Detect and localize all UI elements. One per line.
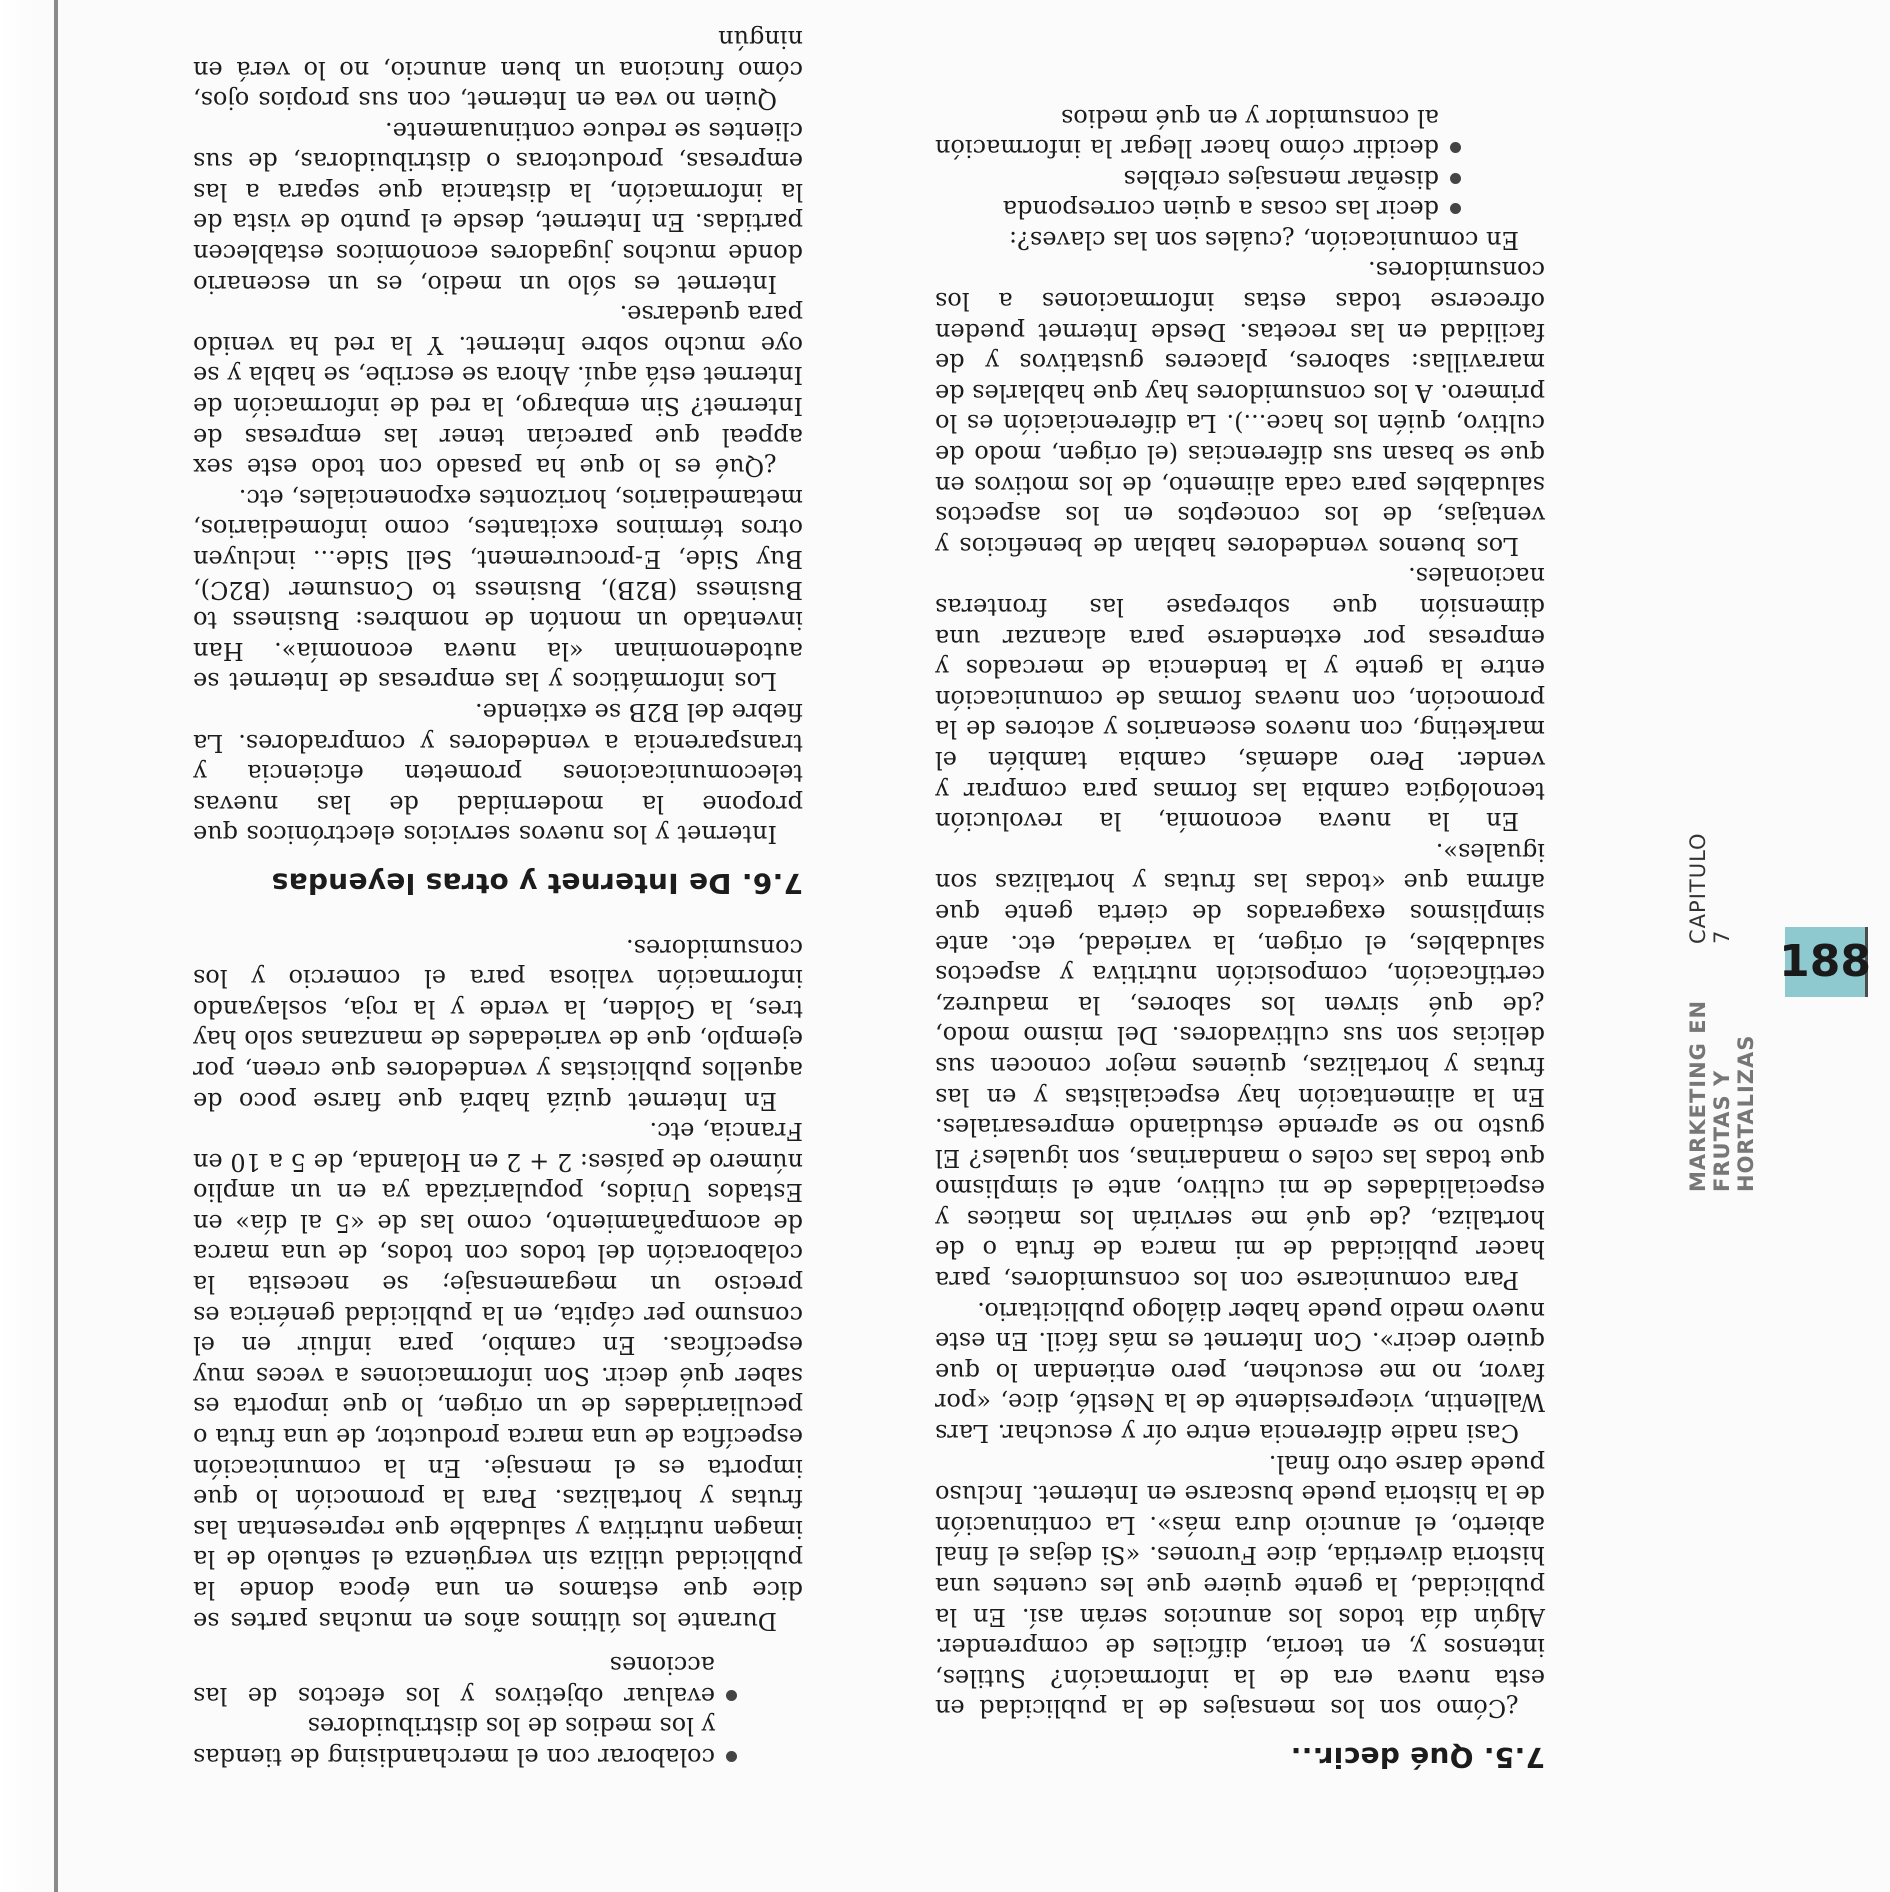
paragraph: ¿Cómo son los mensajes de la publicidad en esta nueva era de la información? Sutiles, intensos y, en teoría, difíciles de comprender. Algún día todos los anuncios serán así. En la publicidad, la gente quiere que les cuentes una historia divertida, dice Furones. «Si dejas el final abierto, el anuncio dura más». La continuación de la historia puede buscarse en Internet. Incluso puede darse otro final.	[935, 1449, 1545, 1723]
paragraph: Durante los últimos años en muchas partes se dice que estamos en una época donde la publicidad utiliza sin vergüenza el señuelo de la imagen nutritiva y saludable que representan las frutas y hortalizas. Para la promoción lo que importa es el mensaje. En la comunicación específica de una marca productor, de una fruta o peculiaridades de un origen, lo que importa es saber qué decir. Son informaciones a veces muy específicas. En cambio, para influir en el consumo per cápita, en la publicidad genérica es preciso un megamensaje; se necesita la colaboración del todos con todos, de una marca de acompañamiento, como las de «5 al día» en Estados Unidos, popularizada ya en un amplio número de países: 2 + 2 en Holanda, de 5 a 10 en Francia, etc.	[193, 1117, 803, 1635]
actions-list	[193, 1650, 741, 1772]
paragraph: Para comunicarse con los consumidores, para hacer publicidad de mi marca de fruta o de hortaliza, ¿de qué me servirán los matices y especialidades de mi cultivo, ante el simplismo que todas las coles o mandarinas, son iguales? El gusto no se aprende estudiando empresariales. En la alimentación hay especialistas y en las frutas y hortalizas, quienes mejor conocen sus delicias son sus cultivadores. Del mismo modo, ¿de qué sirven los sabores, la madurez, certificación, composición nutritiva y aspectos saludables, el origen, la variedad, etc. ante simplismos exagerados de cierta gente que afirma que «todas las frutas y hortalizas son iguales».	[935, 837, 1545, 1295]
paragraph: Internet y los nuevos servicios electrónicos que propone la modernidad de las nuevas telecomunicaciones prometen eficiencia y transparencia a vendedores y compradores. La fiebre del B2B se extiende.	[193, 698, 803, 849]
list-item: evaluar objetivos y los efectos de las acciones	[193, 1650, 741, 1711]
question-line: En comunicación, ¿cuáles son las claves?:	[1008, 225, 1519, 254]
page-binding-shadow	[0, 0, 60, 1892]
page-number: 188	[1779, 936, 1871, 988]
paragraph: Internet es sólo un medio, es un escenario donde muchos jugadores económicos establecen partidas. En Internet, desde el punto de vista de la información, la distancia que separa a las empresas, productoras o distribuidoras, de sus clientes se reduce continuamente.	[193, 116, 803, 298]
right-column	[193, 23, 803, 1772]
section-heading-7-5: 7.5. Qué decir...	[1290, 1741, 1545, 1774]
list-item: colaborar con el merchandising de tiendas y los medios de los distribuidores	[193, 1711, 741, 1772]
section-heading-7-6: 7.6. De Internet y otras leyendas	[271, 866, 803, 900]
book-title: MARKETING EN FRUTAS Y HORTALIZAS	[1686, 999, 1758, 1192]
left-column	[935, 102, 1545, 1772]
list-item: decidir cómo hacer llegar la información al consumidor y en qué medios	[935, 102, 1465, 163]
chapter-label: CAPITULO 7	[1686, 832, 1734, 944]
page-binding-line	[54, 0, 58, 1892]
paragraph: Los buenos vendedores hablan de beneficios y ventajas, de los conceptos en los aspectos saludables para cada alimento, de los motivos en que se basan sus diferencias (el origen, modo de cultivo, quién los hace...). La diferenciación es lo primero. A los consumidores hay que hablarles de maravillas: sabores, placeres gustativos y de facilidad en las recetas. Desde Internet pueden ofrecerse todas estas informaciones a los consumidores.	[935, 256, 1545, 560]
running-head	[1686, 832, 1762, 1192]
keys-list	[935, 102, 1465, 224]
paragraph: Casi nadie diferencia entre oír y escuchar. Lars Wallentin, vicepresidente de la Nestlé, dice, «por favor, no me escuchen, pero entiendan lo que quiero decir». Con Internet es más fácil. En este nuevo medio puede haber diálogo publicitario.	[935, 1296, 1545, 1448]
paragraph: En la nueva economía, la revolución tecnológica cambia las formas para comprar y vender. Pero además, cambia también el marketing, con nuevos escenarios y actores de la promoción, con nuevas formas de comunicación entre la gente y la tendencia de mercados y empresas por extenderse para alcanzar una dimensión que sobrepase las fronteras nacionales.	[935, 562, 1545, 836]
page-number-tab	[1779, 927, 1871, 997]
paragraph: En Internet quizá habrá que fiarse poco de aquellos publicistas y vendedores que creen, por ejemplo, que de variedades de manzanas solo hay tres, la Golden, la verde y la roja, soslayando información valiosa para el comercio y los consumidores.	[193, 933, 803, 1115]
paragraph: ¿Qué es lo que ha pasado con todo este sex appeal que parecían tener las empresas de Internet? Sin embargo, la red de información de Internet está aquí. Ahora se escribe, se habla y se oye mucho sobre Internet. Y la red ha venido para quedarse.	[193, 300, 803, 482]
list-item: diseñar mensajes creíbles	[935, 163, 1465, 194]
paragraph: Los informáticos y las empresas de Internet se autodenominan «la nueva economía». Han inventado un montón de nombres: Business to Business (B2B), Business to Consumer (B2C), Buy Side, E-procurement, Sell Side... incluyen otros términos excitantes, como infomediarios, metamediarios, horizontes exponenciales, etc.	[193, 483, 803, 696]
paragraph: Quien no vea en Internet, con sus propios ojos, cómo funciona un buen anuncio, no lo verá en ningún	[193, 24, 803, 115]
list-item: decir las cosas a quien corresponda	[935, 194, 1465, 225]
